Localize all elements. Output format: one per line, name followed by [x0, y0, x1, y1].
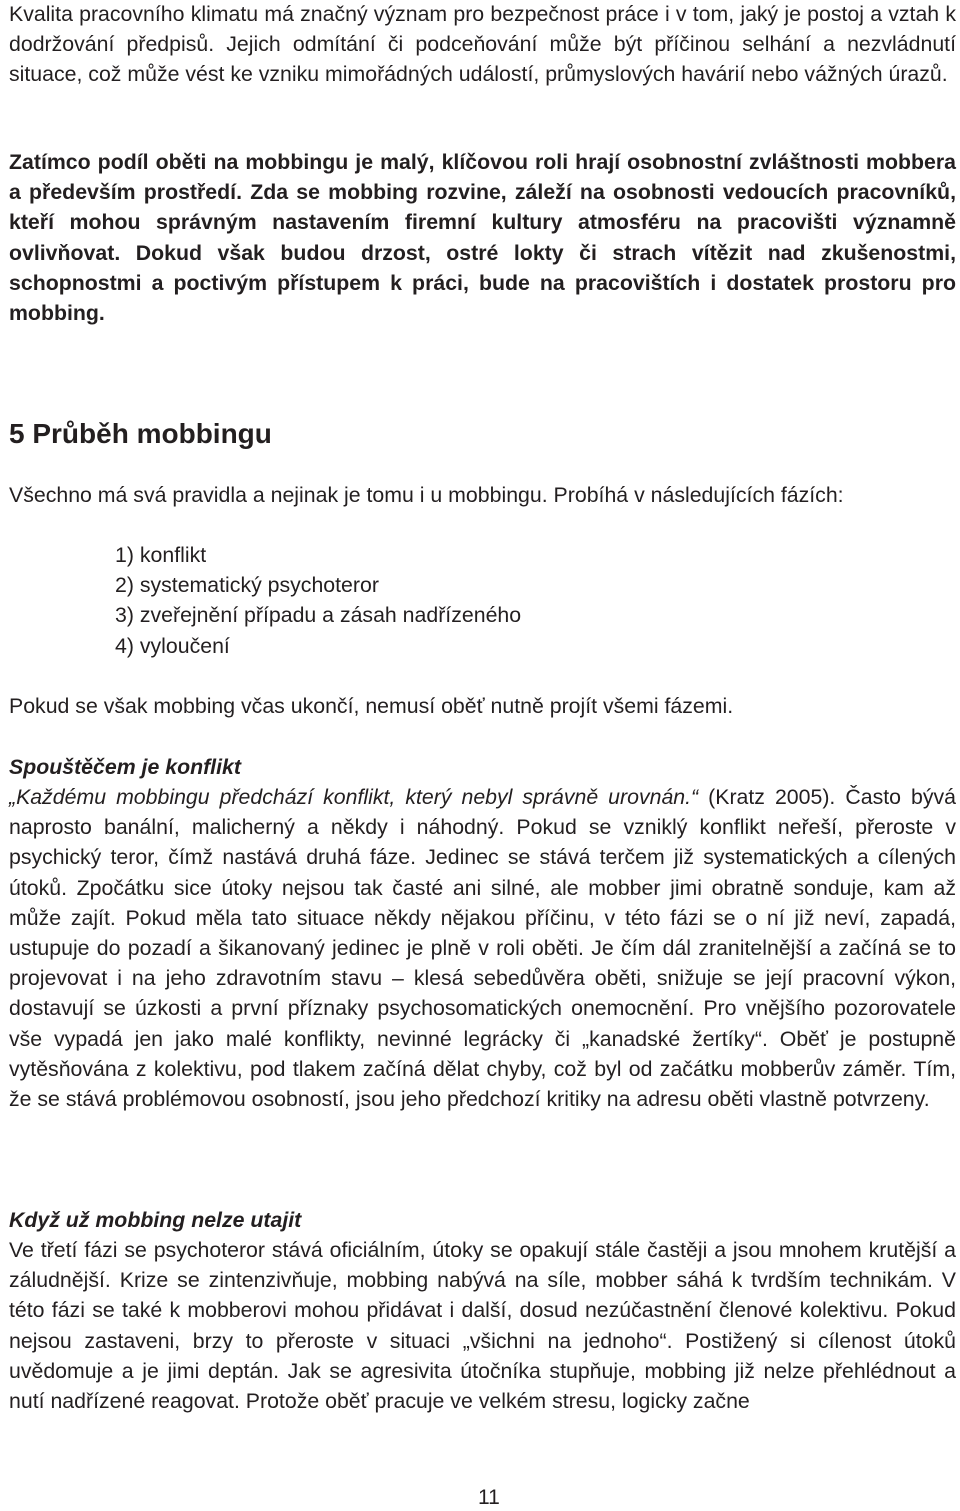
- list-item: 3) zveřejnění případu a zásah nadřízeného: [115, 603, 522, 628]
- subheading-conflict: Spouštěčem je konflikt: [9, 755, 241, 779]
- subheading-cannot-hide: Když už mobbing nelze utajit: [9, 1208, 302, 1232]
- conflict-paragraph: [9, 782, 956, 1114]
- quote-text: „Každému mobbingu předchází konflikt, který nebyl správně urovnán.“: [9, 785, 699, 809]
- intro-paragraph: Kvalita pracovního klimatu má značný význam pro bezpečnost práce i v tom, jaký je postoj a vztah k dodržování předpisů. Jejich odmítání či podceňování může být příčinou selhání a nezvládnutí situace, což může vést ke vzniku mimořádných událostí, průmyslových havárií nebo vážných úrazů.: [9, 2, 956, 87]
- section-lead-paragraph: Všechno má svá pravidla a nejinak je tomu i u mobbingu. Probíhá v následujících fázích:: [9, 483, 844, 507]
- list-item: 4) vyloučení: [115, 633, 230, 658]
- section-heading: 5 Průběh mobbingu: [9, 418, 272, 449]
- bold-paragraph: Zatímco podíl oběti na mobbingu je malý, klíčovou roli hrají osobnostní zvláštnosti mobbera a především prostředí. Zda se mobbing rozvine, záleží na osobnosti vedoucích pracovníků, kteří mohou správným nastavením firemní kultury atmosféru na pracovišti významně ovlivňovat. Dokud však budou drzost, ostré lokty či strach vítězit nad zkušenostmi, schopnostmi a poctivým přístupem k práci, bude na pracovištích i dostatek prostoru pro mobbing.: [9, 150, 956, 326]
- phase-list: [115, 540, 521, 661]
- page-number: 11: [478, 1486, 500, 1509]
- list-item: 1) konflikt: [115, 543, 207, 567]
- conflict-body-text: Často bývá naprosto banální, malicherný a někdy i náhodný. Pokud se vzniklý konflikt neřeší, přeroste v psychický teror, čímž nastává druhá fáze. Jedinec se stává terčem již systematických a cílených útoků. Zpočátku sice útoky nejsou tak časté ani silné, ale mobber jimi obratně sonduje, kam až může zajít. Pokud měla tato situace někdy nějakou příčinu, v této fázi se o ní již neví, zapadá, ustupuje do pozadí a šikanovaný jedinec je plně v roli oběti. Je čím dál zranitelnější a začíná se to projevovat i na jeho zdravotním stavu – klesá sebedůvěra oběti, snižuje se její pracovní výkon, dostavují se úzkosti a první příznaky psychosomatických onemocnění. Pro vnějšího pozorovatele vše vypadá jen jako malé konflikty, nevinné legrácky či „kanadské žertíky“. Oběť je postupně vytěsňována z kolektivu, pod tlakem začíná dělat chyby, což byl od začátku mobberův záměr. Tím, že se stává problémovou osobností, jsou jeho předchozí kritiky na adresu oběti vlastně potvrzeny.: [9, 785, 956, 1112]
- phase-note-paragraph: Pokud se však mobbing včas ukončí, nemusí oběť nutně projít všemi fázemi.: [9, 694, 734, 718]
- cannot-hide-paragraph: Ve třetí fázi se psychoteror stává oficiálním, útoky se opakují stále častěji a jsou mnohem krutější a záludnější. Krize se zintenzivňuje, mobbing nabývá na síle, mobber sáhá k tvrdším technikám. V této fázi se také k mobberovi mohou přidávat i další, dosud nezúčastnění členové kolektivu. Pokud nejsou zastaveni, brzy to přeroste v situaci „všichni na jednoho“. Postižený si cílenost útoků uvědomuje a je jimi deptán. Jak se agresivita útočníka stupňuje, mobbing již nelze přehlédnout a nutí nadřízené reagovat. Protože oběť pracuje ve velkém stresu, logicky začne: [9, 1238, 956, 1414]
- list-item: 2) systematický psychoteror: [115, 573, 379, 598]
- citation-text: (Kratz 2005).: [698, 785, 836, 809]
